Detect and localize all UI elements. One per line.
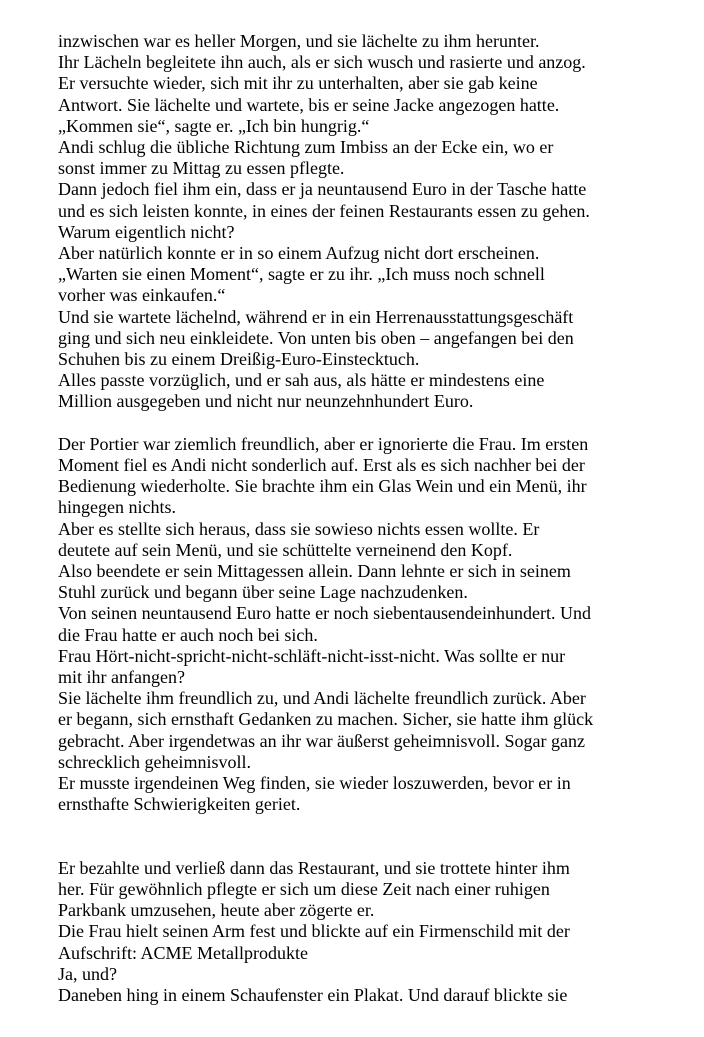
text-line: vorher was einkaufen.“ — [58, 285, 226, 306]
text-line: Sie lächelte ihm freundlich zu, und Andi lächelte freundlich zurück. Aber — [58, 688, 586, 709]
story-text-block — [58, 31, 664, 1006]
text-line: Stuhl zurück und begann über seine Lage nachzudenken. — [58, 582, 468, 603]
text-line: und es sich leisten konnte, in eines der feinen Restaurants essen zu gehen. — [58, 200, 590, 221]
text-line: gebracht. Aber irgendetwas an ihr war äußerst geheimnisvoll. Sogar ganz — [58, 730, 586, 751]
text-line: Der Portier war ziemlich freundlich, aber er ignorierte die Frau. Im ersten — [58, 433, 589, 454]
text-line: Moment fiel es Andi nicht sonderlich auf. Erst als es sich nachher bei der — [58, 455, 585, 476]
text-line: „Kommen sie“, sagte er. „Ich bin hungrig.“ — [58, 115, 370, 136]
text-line: Und sie wartete lächelnd, während er in ein Herrenausstattungsgeschäft — [58, 306, 574, 327]
text-line: inzwischen war es heller Morgen, und sie lächelte zu ihm herunter. — [58, 31, 540, 51]
text-line: er begann, sich ernsthaft Gedanken zu machen. Sicher, sie hatte ihm glück — [58, 709, 594, 730]
text-line: mit ihr anfangen? — [58, 667, 185, 688]
text-line: Ihr Lächeln begleitete ihn auch, als er sich wusch und rasierte und anzog. — [58, 52, 586, 73]
text-line: Die Frau hielt seinen Arm fest und blickte auf ein Firmenschild mit der — [58, 921, 570, 942]
blank-line — [58, 413, 664, 434]
text-line: Daneben hing in einem Schaufenster ein Plakat. Und darauf blickte sie — [58, 985, 568, 1006]
text-line: die Frau hatte er auch noch bei sich. — [58, 624, 318, 645]
text-line: Er versuchte wieder, sich mit ihr zu unterhalten, aber sie gab keine — [58, 73, 538, 94]
text-line: Warum eigentlich nicht? — [58, 221, 235, 242]
text-line: Er musste irgendeinen Weg finden, sie wieder loszuwerden, bevor er in — [58, 773, 571, 794]
text-line: schrecklich geheimnisvoll. — [58, 751, 251, 772]
text-line: „Warten sie einen Moment“, sagte er zu ihr. „Ich muss noch schnell — [58, 264, 545, 285]
text-line: Bedienung wiederholte. Sie brachte ihm ein Glas Wein und ein Menü, ihr — [58, 476, 587, 497]
text-line: Alles passte vorzüglich, und er sah aus, als hätte er mindestens eine — [58, 370, 545, 391]
blank-line — [58, 816, 664, 837]
text-line: Er bezahlte und verließ dann das Restaurant, und sie trottete hinter ihm — [58, 857, 570, 878]
text-line: sonst immer zu Mittag zu essen pflegte. — [58, 158, 345, 179]
text-line: Aber es stellte sich heraus, dass sie sowieso nichts essen wollte. Er — [58, 518, 540, 539]
text-line: Andi schlug die übliche Richtung zum Imbiss an der Ecke ein, wo er — [58, 137, 554, 158]
text-line: Parkbank umzusehen, heute aber zögerte er. — [58, 900, 375, 921]
text-line: ernsthafte Schwierigkeiten geriet. — [58, 794, 301, 815]
text-line: her. Für gewöhnlich pflegte er sich um diese Zeit nach einer ruhigen — [58, 879, 550, 900]
text-line: Frau Hört-nicht-spricht-nicht-schläft-nicht-isst-nicht. Was sollte er nur — [58, 645, 566, 666]
text-line: Schuhen bis zu einem Dreißig-Euro-Einstecktuch. — [58, 349, 420, 370]
text-line: hingegen nichts. — [58, 497, 176, 518]
text-line: Aber natürlich konnte er in so einem Aufzug nicht dort erscheinen. — [58, 243, 540, 264]
blank-line — [58, 837, 664, 858]
text-line: Dann jedoch fiel ihm ein, dass er ja neuntausend Euro in der Tasche hatte — [58, 179, 587, 200]
text-line: Million ausgegeben und nicht nur neunzehnhundert Euro. — [58, 391, 474, 412]
text-line: Aufschrift: ACME Metallprodukte — [58, 942, 308, 963]
text-line: Von seinen neuntausend Euro hatte er noch siebentausendeinhundert. Und — [58, 603, 592, 624]
text-line: Antwort. Sie lächelte und wartete, bis er seine Jacke angezogen hatte. — [58, 94, 560, 115]
text-line: ging und sich neu einkleidete. Von unten bis oben – angefangen bei den — [58, 327, 574, 348]
text-line: Ja, und? — [58, 963, 117, 984]
text-line: deutete auf sein Menü, und sie schüttelte verneinend den Kopf. — [58, 539, 513, 560]
text-line: Also beendete er sein Mittagessen allein. Dann lehnte er sich in seinem — [58, 561, 571, 582]
